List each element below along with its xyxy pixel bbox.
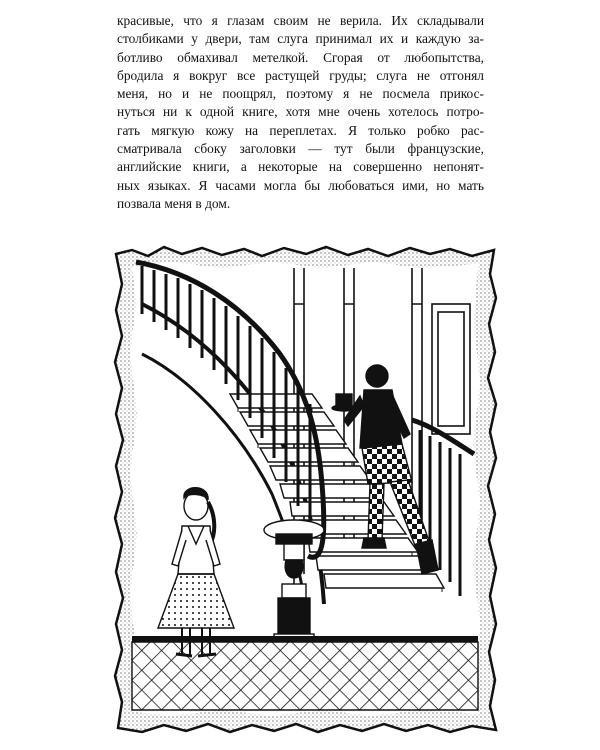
text-line-10: ных языках. Я часами могла бы любоваться ими, но мать <box>117 177 484 193</box>
text-line-2: столбиками у двери, там слуга принимал их и каждую за- <box>117 31 484 47</box>
text-line-7: гать мягкую кожу на переплетах. Я только робко рас- <box>117 122 484 138</box>
body-text <box>117 12 484 213</box>
text-line-9: английские книги, а некоторые на совершенно непонят- <box>117 159 484 175</box>
tiled-floor <box>132 642 478 710</box>
text-line-1: красивые, что я глазам своим не верила. Их складывали <box>117 13 484 28</box>
text-line-4: бродила я вокруг все растущей груды; слуга не отгонял <box>117 67 484 83</box>
text-line-6: нуться ни к одной книге, хотя мне очень хотелось потро- <box>117 104 484 120</box>
staircase-illustration <box>112 244 498 734</box>
text-line-3: ботливо обмахивал метелкой. Сгорая от любопытства, <box>117 49 484 65</box>
text-line-8: сматривала сбоку заголовки — тут были французские, <box>117 141 484 157</box>
text-line-11: позвала меня в дом. <box>117 195 231 211</box>
text-line-5: меня, но и не поощрял, поэтому я не посмела прикос- <box>117 86 484 102</box>
